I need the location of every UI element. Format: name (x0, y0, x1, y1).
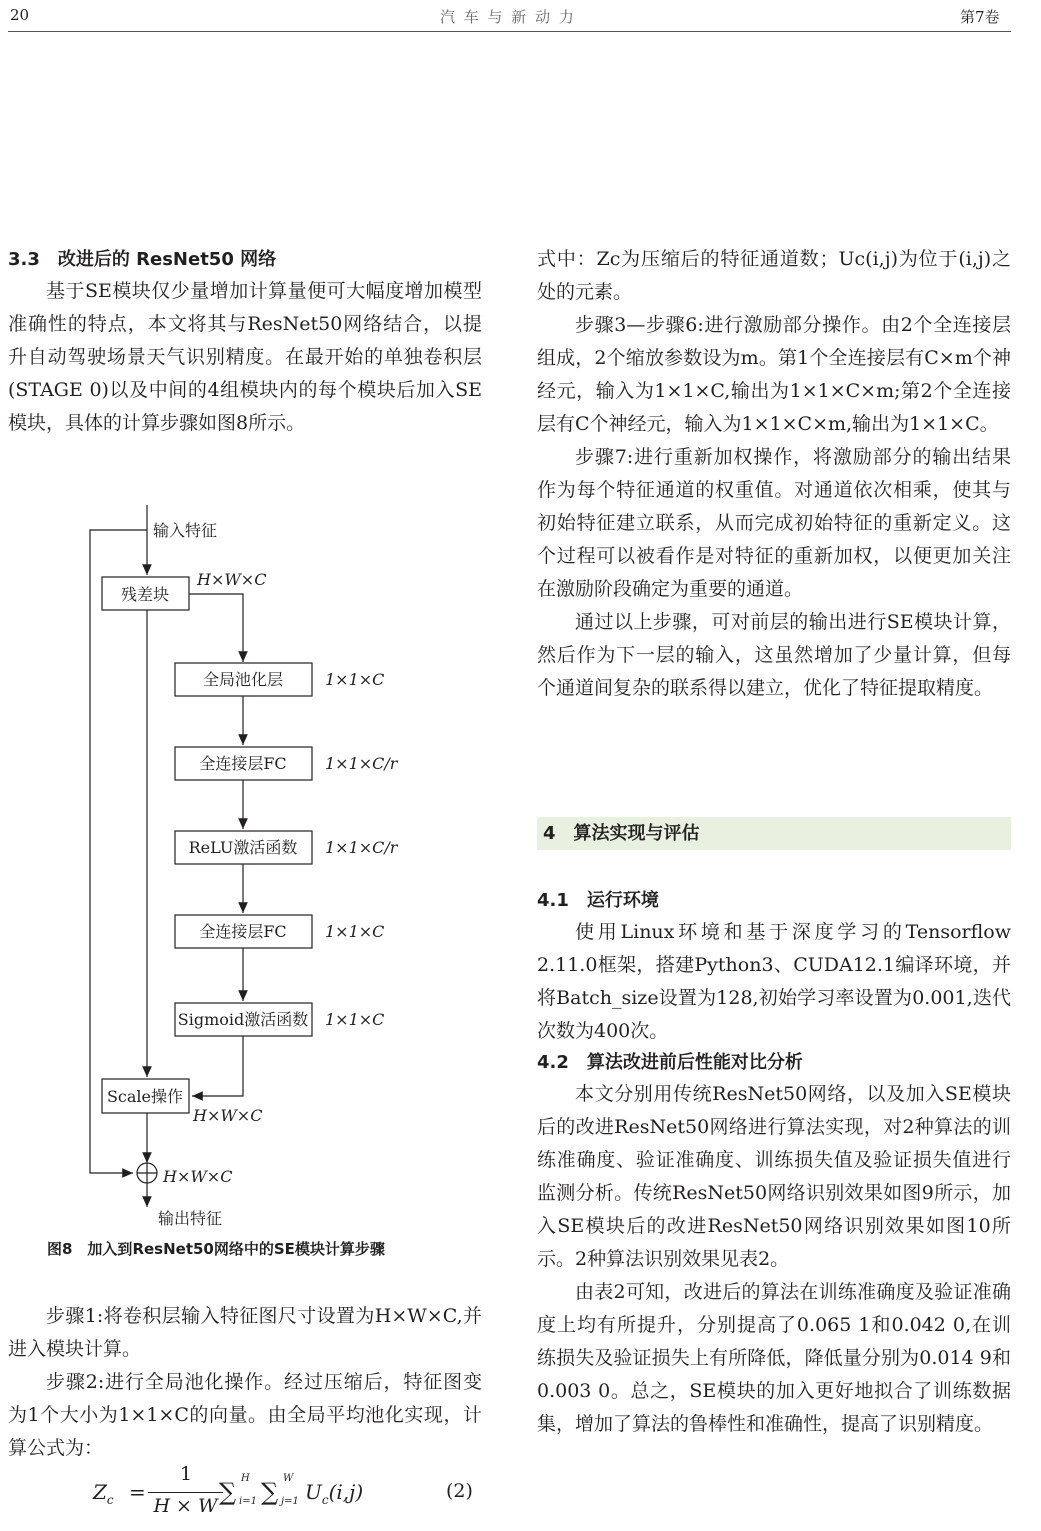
dim-sigmoid: 1×1×C (325, 1010, 385, 1029)
output-feature-label: 输出特征 (158, 1209, 223, 1228)
dim-fc2: 1×1×C (325, 922, 385, 941)
dim-relu: 1×1×C/r (325, 838, 398, 857)
residual-block-label: 残差块 (120, 585, 170, 604)
summary-paragraph: 通过以上步骤，可对前层的输出进行SE模块计算，然后作为下一层的输入，这虽然增加了少量计算，但每个通道间复杂的联系得以建立，优化了特征提取精度。 (537, 611, 1011, 699)
step2-paragraph: 步骤2:进行全局池化操作。经过压缩后，特征图变为1个大小为1×1×C的向量。由全局平均池化实现，计算公式为： (8, 1371, 482, 1459)
dim-add: H×W×C (163, 1167, 233, 1186)
section-4-bar (537, 817, 1011, 850)
left-column (8, 245, 482, 440)
dim-residual: H×W×C (197, 570, 267, 589)
section-4-2-paragraph-b: 由表2可知，改进后的算法在训练准确度及验证准确度上均有所提升，分别提高了0.065 1和0.042 0,在训练损失及验证损失上有所降低，降低量分别为0.014 9和0.003 0。总之，SE模块的加入更好地拟合了训练数据集，增加了算法的鲁棒性和准确性，提高了识别精度。 (537, 1281, 1011, 1435)
where-paragraph: 式中：Zc为压缩后的特征通道数；Uc(i,j)为位于(i,j)之处的元素。 (537, 248, 1011, 303)
relu-label: ReLU激活函数 (188, 838, 298, 857)
scale-label: Scale操作 (106, 1087, 184, 1106)
eq-lhs: Z (93, 1480, 107, 1504)
eq-args: (i,j) (328, 1480, 364, 1504)
right-column-bottom (537, 886, 1011, 1441)
step1-paragraph: 步骤1:将卷积层输入特征图尺寸设置为H×W×C,并进入模块计算。 (8, 1305, 482, 1360)
dim-scale: H×W×C (193, 1106, 263, 1125)
section-4-2-paragraph-a: 本文分别用传统ResNet50网络，以及加入SE模块后的改进ResNet50网络进行算法实现，对2种算法的训练准确度、验证准确度、训练损失值及验证损失值进行监测分析。传统ResNet50网络识别效果如图9所示，加入SE模块后的改进ResNet50网络识别效果如图10所示。2种算法识别效果见表2。 (537, 1083, 1011, 1270)
dim-fc1: 1×1×C/r (325, 754, 398, 773)
step3-6-paragraph: 步骤3—步骤6:进行激励部分操作。由2个全连接层组成，2个缩放参数设为m。第1个全连接层有C×m个神经元，输入为1×1×C,输出为1×1×C×m;第2个全连接层有C个神经元，输入为1×1×C×m,输出为1×1×C。 (537, 314, 1011, 435)
eq-sum2-upper: W (283, 1473, 294, 1484)
eq-sum1-upper: H (241, 1473, 250, 1484)
section-3-3-heading: 3.3 改进后的 ResNet50 网络 (8, 249, 277, 270)
section-4-1-heading: 4.1 运行环境 (537, 890, 659, 911)
page-number: 20 (10, 6, 30, 24)
left-column-steps (8, 1300, 482, 1465)
eq-term-sub: c (321, 1493, 329, 1507)
eq-number: (2) (446, 1480, 473, 1502)
section-4-1-paragraph: 使用Linux环境和基于深度学习的Tensorflow 2.11.0框架，搭建Python3、CUDA12.1编译环境，并将Batch_size设置为128,初始学习率设置为0.001,迭代次数为400次。 (537, 921, 1011, 1042)
figure-8-caption: 图8 加入到ResNet50网络中的SE模块计算步骤 (47, 1240, 385, 1258)
figure-8-diagram (0, 505, 520, 1235)
fc1-label: 全连接层FC (199, 754, 287, 773)
input-feature-label: 输入特征 (153, 521, 218, 540)
eq-denominator: H × W (153, 1495, 218, 1517)
intro-paragraph: 基于SE模块仅少量增加计算量便可大幅度增加模型准确性的特点，本文将其与ResNet50网络结合，以提升自动驾驶场景天气识别精度。在最开始的单独卷积层(STAGE 0)以及中间的4组模块内的每个模块后加入SE模块，具体的计算步骤如图8所示。 (8, 280, 482, 434)
eq-sum1-lower: i=1 (239, 1496, 257, 1507)
volume-label: 第7卷 (960, 8, 1000, 26)
fc2-label: 全连接层FC (199, 922, 287, 941)
eq-term: U (305, 1480, 322, 1504)
right-column-top (537, 243, 1011, 705)
eq-sum2-lower: j=1 (281, 1496, 299, 1507)
header-rule (8, 31, 1011, 32)
equation-2: $Z_c$ = 1 H × W ∑ H i=1 ∑ W j=1 $U_c(i,j)$ (2) (93, 1463, 473, 1517)
global-pool-label: 全局池化层 (202, 670, 284, 689)
sigmoid-label: Sigmoid激活函数 (177, 1010, 309, 1029)
step7-paragraph: 步骤7:进行重新加权操作，将激励部分的输出结果作为每个特征通道的权重值。对通道依次相乘，使其与初始特征建立联系，从而完成初始特征的重新定义。这个过程可以被看作是对特征的重新加权，以便更加关注在激励阶段确定为重要的通道。 (537, 446, 1011, 600)
eq-lhs-sub: c (106, 1493, 114, 1507)
section-4-2-heading: 4.2 算法改进前后性能对比分析 (537, 1052, 803, 1073)
journal-title: 汽 车 与 新 动 力 (440, 8, 576, 26)
eq-numerator: 1 (179, 1463, 193, 1485)
section-4-heading: 4 算法实现与评估 (543, 823, 700, 844)
dim-pool: 1×1×C (325, 670, 385, 689)
